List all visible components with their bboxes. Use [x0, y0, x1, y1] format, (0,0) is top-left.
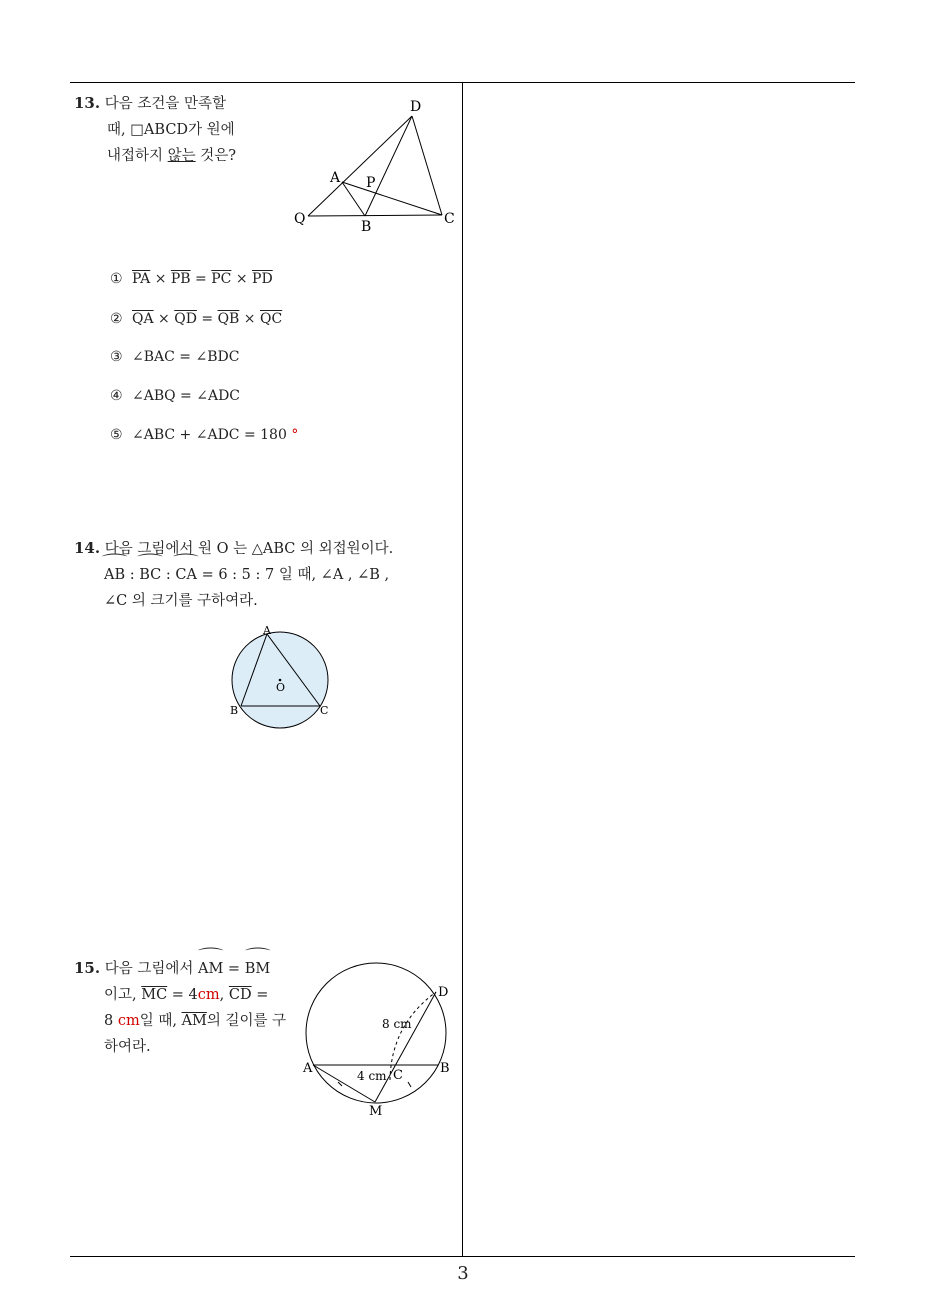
label-Q: Q [294, 211, 306, 227]
label-B: B [361, 219, 372, 235]
question-14-text [74, 535, 459, 614]
question-13-text [74, 90, 294, 169]
q15-figure [298, 955, 463, 1125]
q13-emphasis: 않는 [167, 148, 196, 164]
choice-4[interactable] [110, 388, 240, 404]
q13-quad-label: □ABCD [130, 122, 189, 138]
equals: = [223, 961, 245, 977]
operator: = [190, 271, 212, 287]
segment-CD: $\overline{CD}$ [228, 987, 252, 1003]
page-number: 3 [457, 1263, 469, 1284]
choice-2[interactable] [110, 311, 282, 327]
q14-line1: 다음 그림에서 원 O 는 △ABC 의 외접원이다. [104, 541, 394, 557]
choice-3[interactable] [110, 349, 239, 365]
choice-number: ④ [110, 388, 123, 404]
q15-line4: 하여라. [104, 1039, 151, 1055]
arc-BM: ⌒ BM [245, 956, 271, 982]
label-A: A [303, 1061, 313, 1076]
label-B: B [440, 1061, 450, 1076]
q14-figure [225, 622, 335, 732]
choice-number: ③ [110, 349, 123, 365]
q13-line3-post: 것은? [195, 148, 237, 164]
choice-text: ∠ABQ = ∠ADC [132, 388, 241, 404]
q13-figure [290, 95, 465, 240]
label-A: A [263, 624, 271, 637]
label-M: M [369, 1104, 383, 1119]
question-number: 13. [74, 94, 101, 112]
choice-number: ⑤ [110, 427, 123, 443]
ratio-sep: : [161, 567, 176, 583]
segment: $\overline{QD}$ [174, 311, 197, 327]
segment-MC: $\overline{MC}$ [141, 987, 168, 1003]
q13-line2-post: 가 원에 [188, 122, 235, 138]
label-C: C [393, 1068, 403, 1083]
choice-text: ∠ABC + ∠ADC = 180 [132, 427, 287, 443]
operator: × [150, 271, 171, 287]
arc-CA: ⌒ CA [175, 562, 197, 588]
label-O: O [276, 681, 286, 694]
cd-value: 8 [104, 1013, 114, 1029]
segment: $\overline{PA}$ [132, 271, 151, 287]
operator: × [153, 311, 175, 327]
q15-line1-pre: 다음 그림에서 [104, 961, 198, 977]
equals: = [251, 987, 269, 1003]
segment-AM: $\overline{AM}$ [181, 1013, 207, 1029]
segment: $\overline{PC}$ [211, 271, 232, 287]
q14-line3: ∠C 의 크기를 구하여라. [104, 593, 258, 609]
q15-line2-pre: 이고, [104, 987, 142, 1003]
question-number: 15. [74, 959, 101, 977]
degree-unit: ° [291, 427, 299, 443]
choice-number: ② [110, 311, 123, 327]
q14-line2-post: 일 때, ∠A , ∠B , [278, 567, 390, 583]
q13-line1: 다음 조건을 만족할 [104, 96, 226, 112]
question-number: 14. [74, 539, 101, 557]
operator: × [239, 311, 260, 327]
q15-line3-post: 일 때, [139, 1013, 182, 1029]
arc-AM: ⌒ AM [198, 956, 223, 982]
mc-value: = 4 [167, 987, 198, 1003]
segment: $\overline{QC}$ [259, 311, 283, 327]
label-C: C [444, 211, 455, 227]
label-mc-length: 4 cm [357, 1069, 387, 1083]
operator: = [196, 311, 218, 327]
label-B: B [230, 704, 239, 717]
arc-BC: ⌒ BC [139, 562, 161, 588]
choice-text: ∠BAC = ∠BDC [132, 349, 240, 365]
label-D: D [438, 985, 449, 1000]
segment: $\overline{QA}$ [132, 311, 154, 327]
ratio-sep: : [125, 567, 140, 583]
choice-number: ① [110, 271, 123, 287]
q13-line3-pre: 내접하지 [107, 148, 168, 164]
label-D: D [410, 99, 422, 115]
q15-line3-tail: 의 길이를 구 [206, 1013, 287, 1029]
segment: $\overline{QB}$ [217, 311, 240, 327]
unit-cm: cm [117, 1013, 140, 1029]
choice-5[interactable] [110, 427, 298, 443]
question-15-text [74, 955, 289, 1060]
operator: × [231, 271, 253, 287]
ratio-values: = 6 : 5 : 7 [201, 567, 275, 583]
unit-cm: cm [197, 987, 220, 1003]
segment: $\overline{PB}$ [170, 271, 191, 287]
segment: $\overline{PD}$ [252, 271, 273, 287]
label-cd-length: 8 cm [382, 1017, 412, 1031]
choice-1[interactable] [110, 271, 273, 287]
separator: , [219, 987, 229, 1003]
label-C: C [320, 704, 329, 717]
q13-line2-pre: 때, [107, 122, 131, 138]
arc-AB: ⌒ AB [104, 562, 125, 588]
label-P: P [366, 175, 376, 191]
label-A: A [330, 170, 341, 186]
bottom-rule [70, 1256, 855, 1257]
